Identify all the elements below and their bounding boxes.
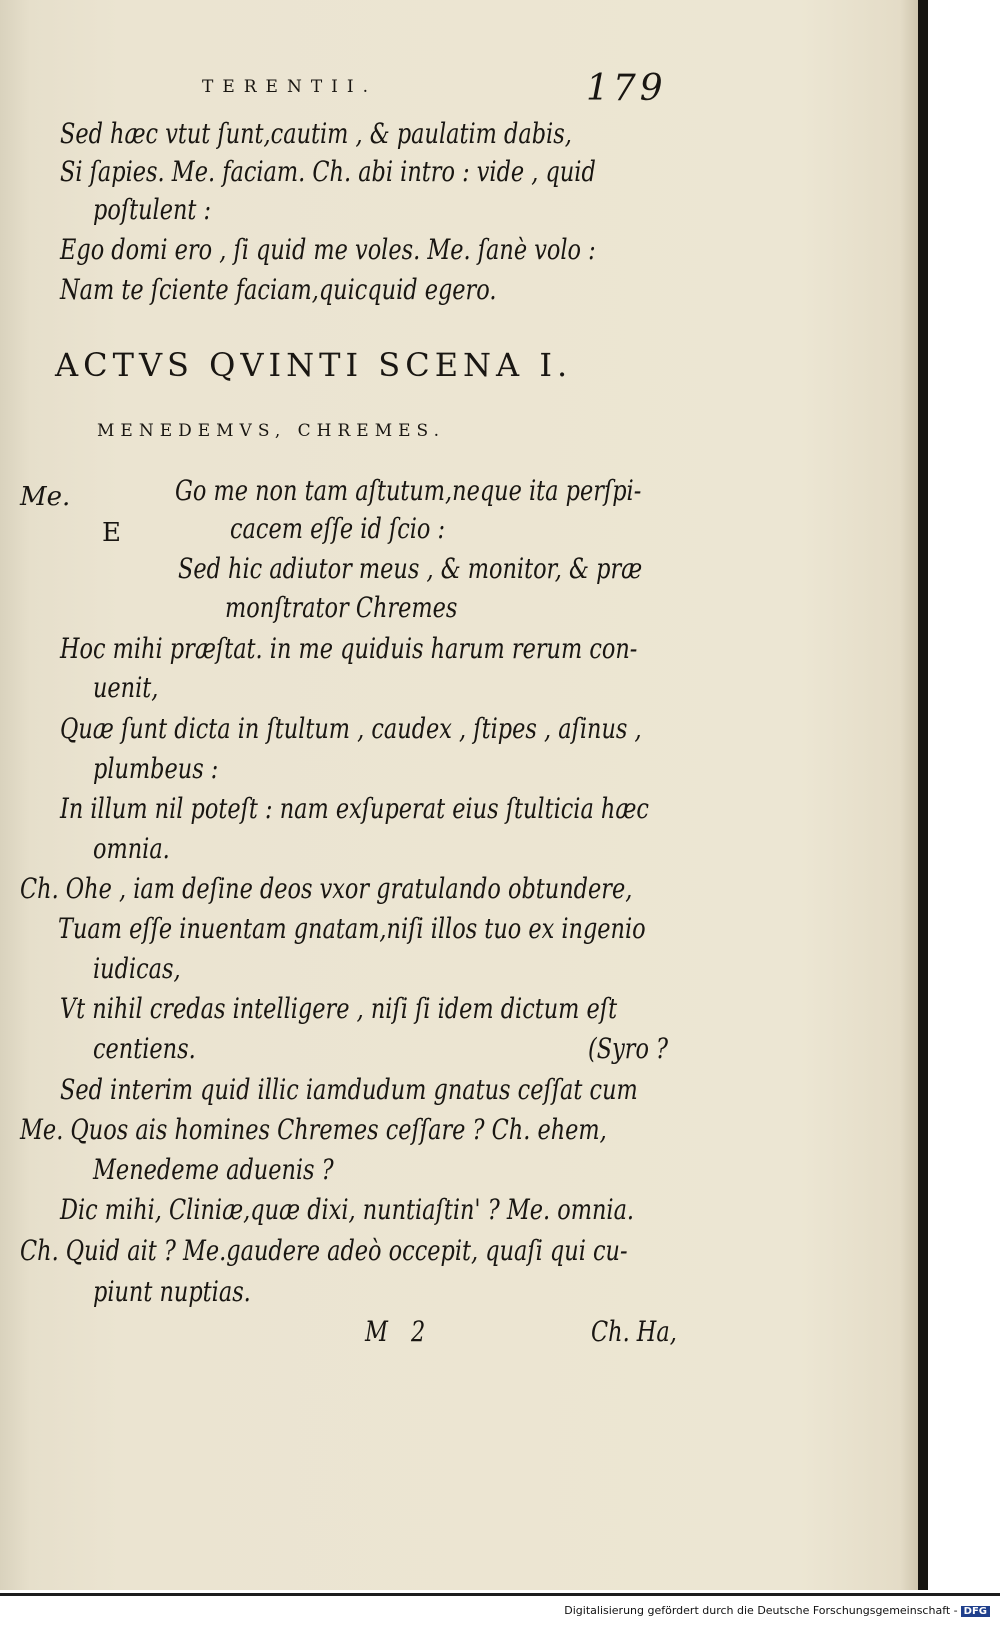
verse-line: Me. Quos ais homines Chremes ceſſare ? Ch. ehem, bbox=[20, 1113, 607, 1146]
catchword: Ch. Ha, bbox=[591, 1315, 677, 1348]
verse-line: Sed hæc vtut ſunt,cautim , & paulatim dabis, bbox=[60, 117, 572, 150]
footer-text: Digitalisierung gefördert durch die Deutsche Forschungsgemeinschaft - bbox=[564, 1604, 958, 1617]
verse-line: cacem eſſe id ſcio : bbox=[230, 512, 446, 545]
verse-line: Quæ ſunt dicta in ſtultum , caudex , ſtipes , aſinus , bbox=[60, 712, 642, 745]
verse-line: centiens. bbox=[93, 1032, 196, 1065]
verse-line: Go me non tam aſtutum,neque ita perſpi- bbox=[175, 474, 642, 507]
verse-line: Dic mihi, Cliniæ,quæ dixi, nuntiaſtin' ? Me. omnia. bbox=[60, 1193, 635, 1226]
footer-credit bbox=[564, 1604, 990, 1617]
dfg-logo: DFG bbox=[961, 1606, 990, 1617]
verse-line: Ch. Quid ait ? Me.gaudere adeò occepit, quaſi qui cu- bbox=[20, 1234, 628, 1267]
verse-line: Vt nihil credas intelligere , niſi ſi idem dictum eſt bbox=[60, 992, 618, 1025]
verse-line: Nam te ſciente faciam,quicquid egero. bbox=[60, 273, 497, 306]
verse-line: Menedeme aduenis ? bbox=[93, 1153, 334, 1186]
scene-heading: ACTVS QVINTI SCENA I. bbox=[55, 346, 573, 384]
verse-line: Sed interim quid illic iamdudum gnatus ceſſat cum bbox=[60, 1073, 638, 1106]
footer-rule bbox=[0, 1593, 1000, 1596]
verse-line: Hoc mihi præſtat. in me quiduis harum rerum con- bbox=[60, 632, 638, 665]
verse-line: Ego domi ero , ſi quid me voles. Me. ſanè volo : bbox=[60, 233, 596, 266]
verse-line: Si ſapies. Me. faciam. Ch. abi intro : vide , quid bbox=[60, 155, 596, 188]
verse-line: In illum nil poteſt : nam exſuperat eius ſtulticia hæc bbox=[60, 792, 649, 825]
signature-mark: M 2 bbox=[365, 1315, 426, 1348]
verse-line: plumbeus : bbox=[93, 752, 219, 785]
verse-line: Tuam eſſe inuentam gnatam,niſi illos tuo ex ingenio bbox=[58, 912, 646, 945]
running-head: TERENTII. bbox=[202, 77, 378, 97]
verse-line: Ch. Ohe , iam deſine deos vxor gratulando obtundere, bbox=[20, 872, 633, 905]
verse-line: uenit, bbox=[93, 671, 159, 704]
verse-line: (Syro ? bbox=[588, 1032, 669, 1065]
verse-line: monſtrator Chremes bbox=[225, 591, 458, 624]
page-edge-shadow bbox=[918, 0, 928, 1590]
verse-line: poſtulent : bbox=[93, 193, 212, 226]
drop-initial: E bbox=[102, 518, 121, 548]
verse-line: iudicas, bbox=[93, 952, 181, 985]
verse-line: Sed hic adiutor meus , & monitor, & præ bbox=[178, 552, 643, 585]
speaker-label: Me. bbox=[20, 482, 71, 512]
verse-line: piunt nuptias. bbox=[93, 1275, 251, 1308]
verse-line: omnia. bbox=[93, 832, 170, 865]
page-number: 179 bbox=[586, 68, 667, 109]
cast-list: MENEDEMVS, CHREMES. bbox=[97, 421, 445, 441]
